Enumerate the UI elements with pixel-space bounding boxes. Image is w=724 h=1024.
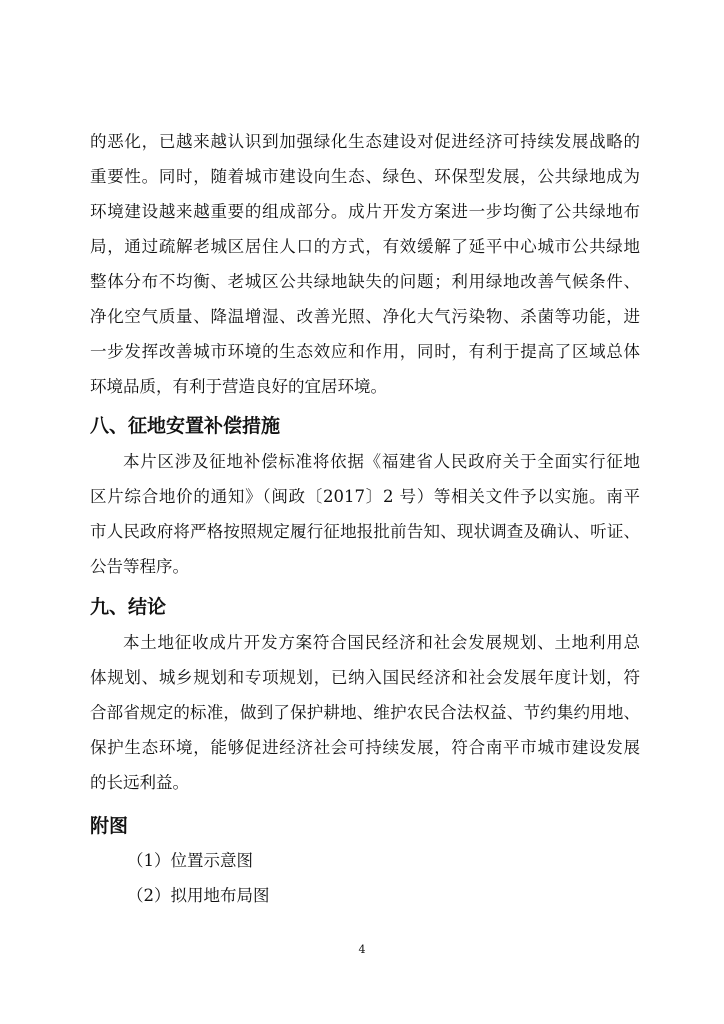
paragraph-line: 本片区涉及征地补偿标准将依据《福建省人民政府关于全面实行征地 [123,452,640,471]
paragraph-line: 区片综合地价的通知》（闽政〔2017〕2 号）等相关文件予以实施。南平 [90,487,640,506]
section-heading-compensation: 八、征地安置补偿措施 [90,415,281,437]
section-heading-conclusion: 九、结论 [90,596,167,618]
paragraph-line: 整体分布不均衡、老城区公共绿地缺失的问题；利用绿地改善气候条件、 [90,272,640,291]
paragraph-line: 公告等程序。 [90,557,189,576]
paragraph-line: 体规划、城乡规划和专项规划，已纳入国民经济和社会发展年度计划，符 [90,668,640,687]
paragraph-line: 的长远利益。 [90,773,189,792]
page-number: 4 [358,943,366,956]
paragraph-line: 一步发挥改善城市环境的生态效应和作用，同时，有利于提高了区域总体 [90,342,640,361]
appendix-item-location-map: （1）位置示意图 [127,851,253,870]
appendix-heading: 附图 [90,815,129,837]
paragraph-line: 环境品质，有利于营造良好的宜居环境。 [90,377,387,396]
paragraph-line: 局，通过疏解老城区居住人口的方式，有效缓解了延平中心城市公共绿地 [90,237,640,256]
paragraph-line: 净化空气质量、降温增湿、改善光照、净化大气污染物、杀菌等功能，进 [90,307,640,326]
paragraph-line: 本土地征收成片开发方案符合国民经济和社会发展规划、土地利用总 [123,633,640,652]
paragraph-line: 保护生态环境，能够促进经济社会可持续发展，符合南平市城市建设发展 [90,738,640,757]
paragraph-line: 重要性。同时，随着城市建设向生态、绿色、环保型发展，公共绿地成为 [90,167,640,186]
paragraph-line: 市人民政府将严格按照规定履行征地报批前告知、现状调查及确认、听证、 [90,522,640,541]
appendix-item-layout-map: （2）拟用地布局图 [127,886,270,905]
paragraph-line: 环境建设越来越重要的组成部分。成片开发方案进一步均衡了公共绿地布 [90,202,640,221]
paragraph-line: 的恶化，已越来越认识到加强绿化生态建设对促进经济可持续发展战略的 [90,132,640,151]
paragraph-line: 合部省规定的标准，做到了保护耕地、维护农民合法权益、节约集约用地、 [90,703,640,722]
